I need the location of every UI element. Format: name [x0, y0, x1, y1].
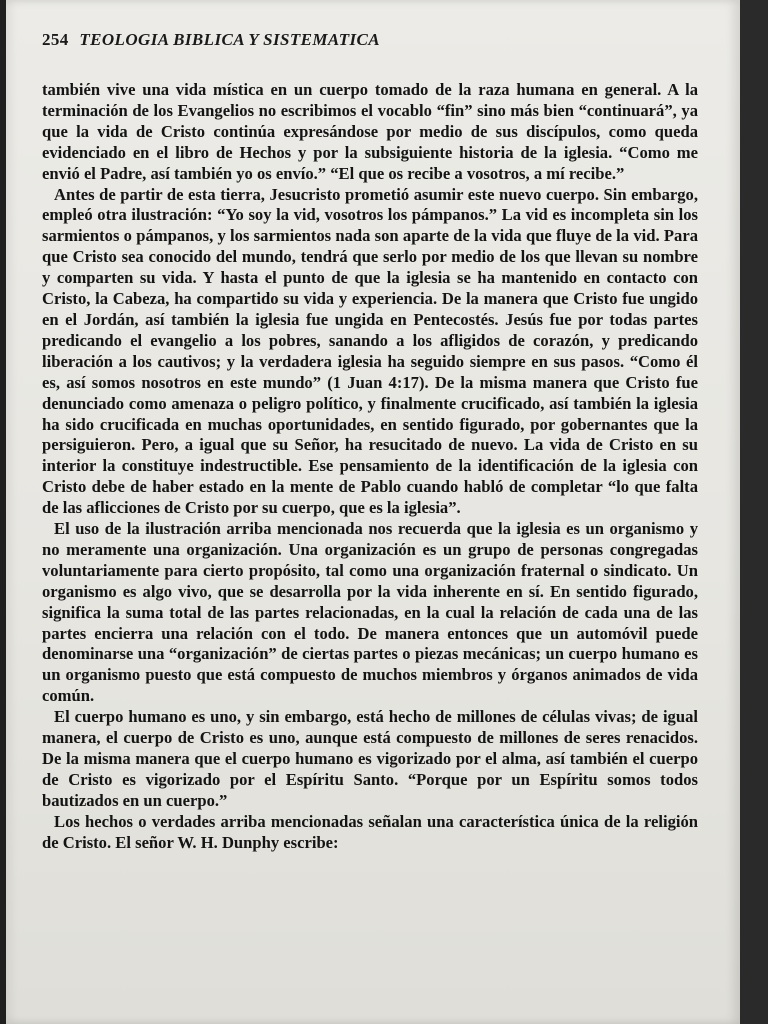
book-page — [6, 0, 740, 1024]
paragraph-4: El cuerpo humano es uno, y sin embargo, está hecho de millones de células vivas; de igual manera, el cuerpo de Cristo es uno, aunque está compuesto de millones de seres renacidos. De la misma manera que el cuerpo humano es vigorizado por el alma, así también el cuerpo de Cristo es vigorizado por el Espíritu Santo. “Porque por un Espíritu somos todos bautizados en un cuerpo.” — [42, 707, 698, 810]
paragraph-5: Los hechos o verdades arriba mencionadas señalan una característica única de la religión de Cristo. El señor W. H. Dunphy escribe: — [42, 811, 698, 852]
paragraph-1: también vive una vida mística en un cuerpo tomado de la raza humana en general. A la terminación de los Evangelios no escribimos el vocablo “fin” sino más bien “continuará”, ya que la vida de Cristo continúa expresándose por medio de sus discípulos, como queda evidenciado en el libro de Hechos y por la subsiguiente historia de la iglesia. “Como me envió el Padre, así también yo os envío.” “El que os recibe a vosotros, a mí recibe.” — [42, 80, 698, 183]
background-edge — [740, 0, 768, 1024]
running-header — [42, 30, 380, 50]
body-text — [42, 80, 698, 854]
paragraph-3: El uso de la ilustración arriba mencionada nos recuerda que la iglesia es un organismo y no meramente una organización. Una organización es un grupo de personas congregadas voluntariamente para cierto propósito, tal como una organización fraternal o sindicato. Un organismo es algo vivo, que se desarrolla por la vida inherente en sí. En sentido figurado, significa la suma total de las partes relacionadas, en la cual la relación de cada una de las partes encierra una relación con el todo. De manera entonces que un automóvil puede denominarse una “organización” de ciertas partes o piezas mecánicas; un cuerpo humano es un organismo puesto que está compuesto de muchos miembros y órganos animados de vida común. — [42, 519, 698, 706]
page-number: 254 — [42, 30, 69, 49]
paragraph-2: Antes de partir de esta tierra, Jesucristo prometió asumir este nuevo cuerpo. Sin embargo, empleó otra ilustración: “Yo soy la vid, vosotros los pámpanos.” La vid es incompleta sin los sarmientos o pámpanos, y los sarmientos nada son aparte de la vida que fluye de la vid. Para que Cristo sea conocido del mundo, tendrá que serlo por medio de los que llevan su nombre y comparten su vida. Y hasta el punto de que la iglesia se ha mantenido en contacto con Cristo, la Cabeza, ha compartido su vida y experiencia. De la manera que Cristo fue ungido en el Jordán, así también la iglesia fue ungida en Pentecostés. Jesús fue por todas partes predicando el evangelio a los pobres, sanando a los afligidos de corazón, y predicando liberación a los cautivos; y la verdadera iglesia ha seguido siempre en sus pasos. “Como él es, así somos nosotros en este mundo” (1 Juan 4:17). De la misma manera que Cristo fue denunciado como amenaza o peligro político, y finalmente crucificado, así también la iglesia ha sido crucificada en muchas oportunidades, en sentido figurado, por gobernantes que la persiguieron. Pero, a igual que su Señor, ha resucitado de nuevo. La vida de Cristo en su interior la constituye indestructible. Ese pensamiento de la identificación de la iglesia con Cristo debe de haber estado en la mente de Pablo cuando habló de completar “lo que falta de las aflicciones de Cristo por su cuerpo, que es la iglesia”. — [42, 184, 698, 518]
running-title: TEOLOGIA BIBLICA Y SISTEMATICA — [79, 30, 380, 49]
